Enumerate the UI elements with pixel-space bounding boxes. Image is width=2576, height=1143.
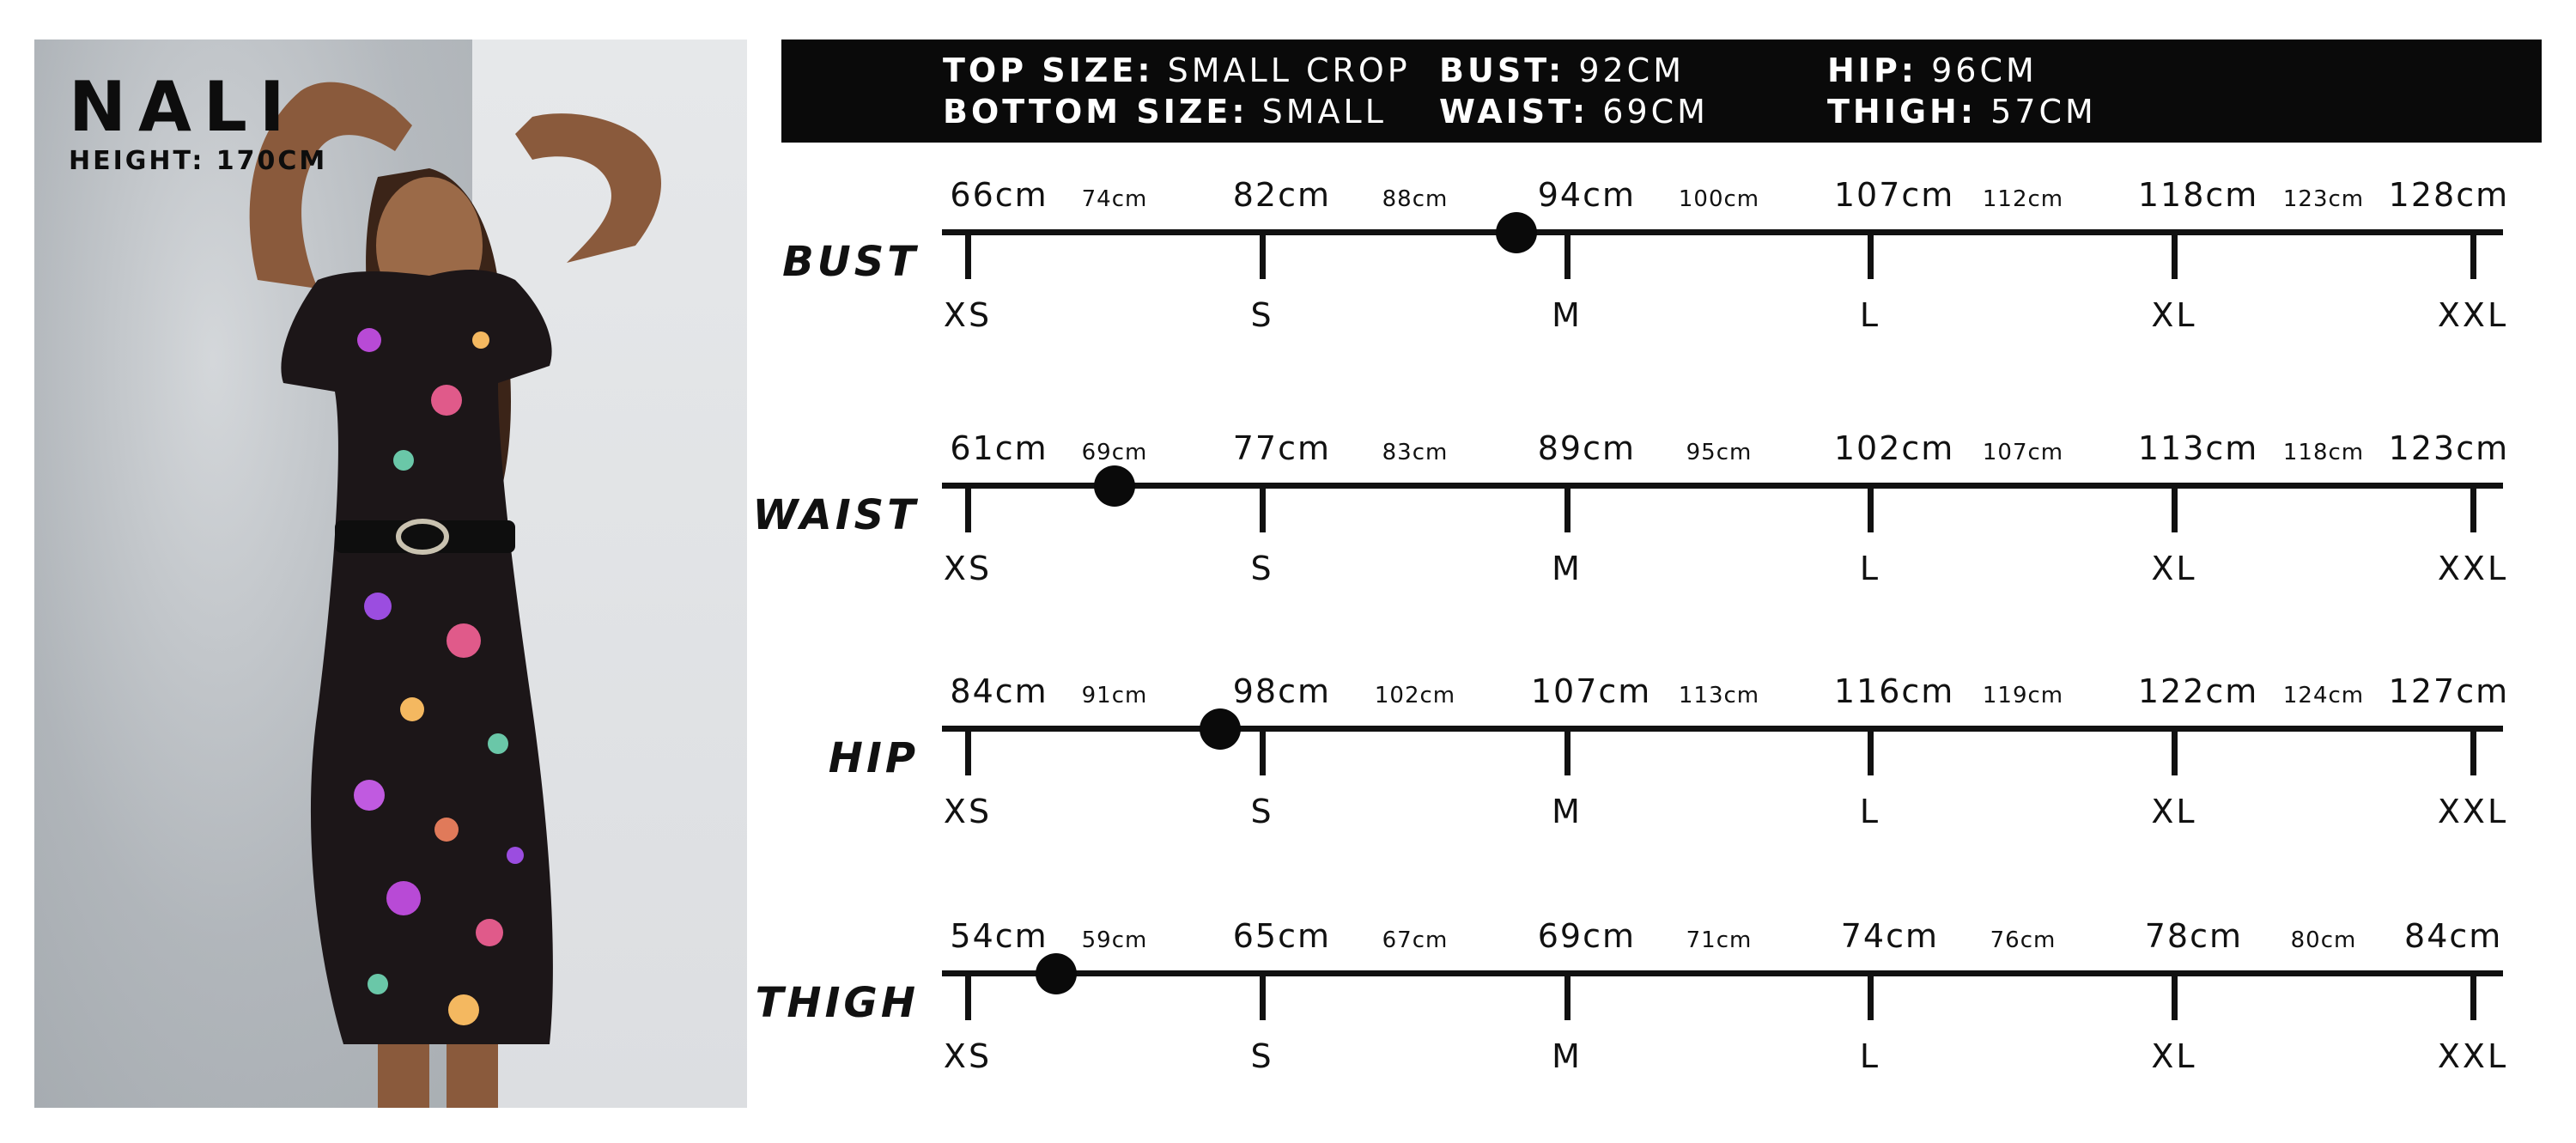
thigh-size-s: S — [1250, 1037, 1274, 1075]
hip-value-6: 116cm — [1833, 672, 1955, 710]
bust-value-1: 74cm — [1081, 186, 1148, 212]
hip-size-xl: XL — [2151, 793, 2197, 830]
thigh-value-1: 59cm — [1081, 927, 1148, 953]
model-measurements-header — [781, 40, 2542, 143]
thigh-model-marker — [1036, 953, 1077, 994]
bust-tick-l — [1868, 229, 1874, 279]
thigh-size-xl: XL — [2151, 1037, 2197, 1075]
size-info — [943, 50, 1411, 132]
hip-value-1: 91cm — [1081, 683, 1148, 708]
bust-value-10: 128cm — [2388, 176, 2510, 214]
hip-model-marker — [1200, 708, 1241, 750]
hip-tick-l — [1868, 726, 1874, 775]
bust-tick-xl — [2172, 229, 2178, 279]
bust-tick-xs — [965, 229, 971, 279]
thigh-tick-xl — [2172, 970, 2178, 1020]
model-height: HEIGHT: 170CM — [69, 146, 328, 176]
thigh-size-m: M — [1552, 1037, 1583, 1075]
waist-value-2: 77cm — [1232, 429, 1331, 467]
waist-value-7: 107cm — [1982, 440, 2064, 465]
waist-size-xxl: XXL — [2437, 550, 2509, 587]
bust-size-xxl: XXL — [2437, 296, 2509, 334]
waist-tick-xl — [2172, 483, 2178, 532]
waist-value: 69CM — [1602, 93, 1709, 131]
bust-value-5: 100cm — [1678, 186, 1760, 212]
hip-value-2: 98cm — [1232, 672, 1331, 710]
bust-model-marker — [1496, 212, 1537, 253]
bust-value-3: 88cm — [1382, 186, 1449, 212]
thigh-tick-xxl — [2470, 970, 2476, 1020]
waist-tick-l — [1868, 483, 1874, 532]
hip-value-5: 113cm — [1678, 683, 1760, 708]
waist-value-3: 83cm — [1382, 440, 1449, 465]
waist-value-9: 118cm — [2282, 440, 2365, 465]
hip-value: 96CM — [1931, 52, 2038, 89]
hip-value-10: 127cm — [2388, 672, 2510, 710]
hip-value-4: 107cm — [1530, 672, 1652, 710]
bust-tick-xxl — [2470, 229, 2476, 279]
hip-tick-m — [1564, 726, 1571, 775]
bust-value-9: 123cm — [2282, 186, 2365, 212]
thigh-row-label: THIGH — [755, 979, 919, 1027]
hip-size-xxl: XXL — [2437, 793, 2509, 830]
waist-size-l: L — [1859, 550, 1881, 587]
waist-value-10: 123cm — [2388, 429, 2510, 467]
bust-size-s: S — [1250, 296, 1274, 334]
bust-value-4: 94cm — [1537, 176, 1636, 214]
hip-size-xs: XS — [943, 793, 993, 830]
bust-tick-s — [1260, 229, 1266, 279]
bust-value-2: 82cm — [1232, 176, 1331, 214]
hip-key: HIP: — [1827, 52, 1917, 89]
thigh-tick-xs — [965, 970, 971, 1020]
waist-size-xs: XS — [943, 550, 993, 587]
bottom-size-key: BOTTOM SIZE: — [943, 93, 1249, 131]
bust-size-m: M — [1552, 296, 1583, 334]
waist-tick-xxl — [2470, 483, 2476, 532]
hip-value-7: 119cm — [1982, 683, 2064, 708]
waist-size-s: S — [1250, 550, 1274, 587]
bust-size-xl: XL — [2151, 296, 2197, 334]
thigh-value-6: 74cm — [1840, 917, 1939, 955]
thigh-value-2: 65cm — [1232, 917, 1331, 955]
bust-waist-info — [1439, 50, 1709, 132]
waist-row-label: WAIST — [752, 491, 919, 539]
waist-value-4: 89cm — [1537, 429, 1636, 467]
waist-tick-xs — [965, 483, 971, 532]
thigh-value-9: 80cm — [2290, 927, 2357, 953]
thigh-size-xxl: XXL — [2437, 1037, 2509, 1075]
hip-tick-s — [1260, 726, 1266, 775]
bust-value-0: 66cm — [950, 176, 1048, 214]
thigh-size-l: L — [1859, 1037, 1881, 1075]
top-size-key: TOP SIZE: — [943, 52, 1154, 89]
thigh-value-5: 71cm — [1686, 927, 1753, 953]
thigh-value-8: 78cm — [2144, 917, 2243, 955]
bust-value-7: 112cm — [1982, 186, 2064, 212]
bust-value-6: 107cm — [1833, 176, 1955, 214]
top-size-value: SMALL CROP — [1167, 52, 1411, 89]
hip-scale-line — [942, 726, 2503, 732]
waist-value-6: 102cm — [1833, 429, 1955, 467]
bottom-size-value: SMALL — [1261, 93, 1387, 131]
hip-tick-xl — [2172, 726, 2178, 775]
waist-scale-line — [942, 483, 2503, 489]
bust-row-label: BUST — [782, 238, 919, 286]
bust-size-xs: XS — [943, 296, 993, 334]
hip-size-s: S — [1250, 793, 1274, 830]
hip-row-label: HIP — [828, 734, 919, 782]
bust-key: BUST: — [1439, 52, 1565, 89]
bust-value-8: 118cm — [2137, 176, 2259, 214]
hip-value-8: 122cm — [2137, 672, 2259, 710]
waist-size-m: M — [1552, 550, 1583, 587]
thigh-tick-s — [1260, 970, 1266, 1020]
thigh-value-7: 76cm — [1990, 927, 2057, 953]
hip-tick-xxl — [2470, 726, 2476, 775]
waist-value-0: 61cm — [950, 429, 1048, 467]
bust-size-l: L — [1859, 296, 1881, 334]
waist-tick-m — [1564, 483, 1571, 532]
hip-tick-xs — [965, 726, 971, 775]
hip-size-l: L — [1859, 793, 1881, 830]
model-photo — [34, 40, 747, 1108]
model-name: NALI — [69, 67, 297, 147]
thigh-value: 57CM — [1990, 93, 2097, 131]
waist-value-1: 69cm — [1081, 440, 1148, 465]
thigh-key: THIGH: — [1827, 93, 1978, 131]
bust-tick-m — [1564, 229, 1571, 279]
waist-tick-s — [1260, 483, 1266, 532]
hip-thigh-info — [1827, 50, 2097, 132]
waist-value-8: 113cm — [2137, 429, 2259, 467]
hip-value-0: 84cm — [950, 672, 1048, 710]
hip-value-9: 124cm — [2282, 683, 2365, 708]
thigh-value-10: 84cm — [2404, 917, 2503, 955]
thigh-tick-l — [1868, 970, 1874, 1020]
bust-value: 92CM — [1578, 52, 1686, 89]
thigh-tick-m — [1564, 970, 1571, 1020]
bust-scale-line — [942, 229, 2503, 235]
hip-value-3: 102cm — [1374, 683, 1456, 708]
model-figure-illustration — [189, 57, 721, 1108]
waist-size-xl: XL — [2151, 550, 2197, 587]
thigh-value-4: 69cm — [1537, 917, 1636, 955]
waist-model-marker — [1094, 465, 1135, 507]
waist-key: WAIST: — [1439, 93, 1589, 131]
waist-value-5: 95cm — [1686, 440, 1753, 465]
thigh-value-3: 67cm — [1382, 927, 1449, 953]
hip-size-m: M — [1552, 793, 1583, 830]
thigh-scale-line — [942, 970, 2503, 976]
thigh-size-xs: XS — [943, 1037, 993, 1075]
thigh-value-0: 54cm — [950, 917, 1048, 955]
